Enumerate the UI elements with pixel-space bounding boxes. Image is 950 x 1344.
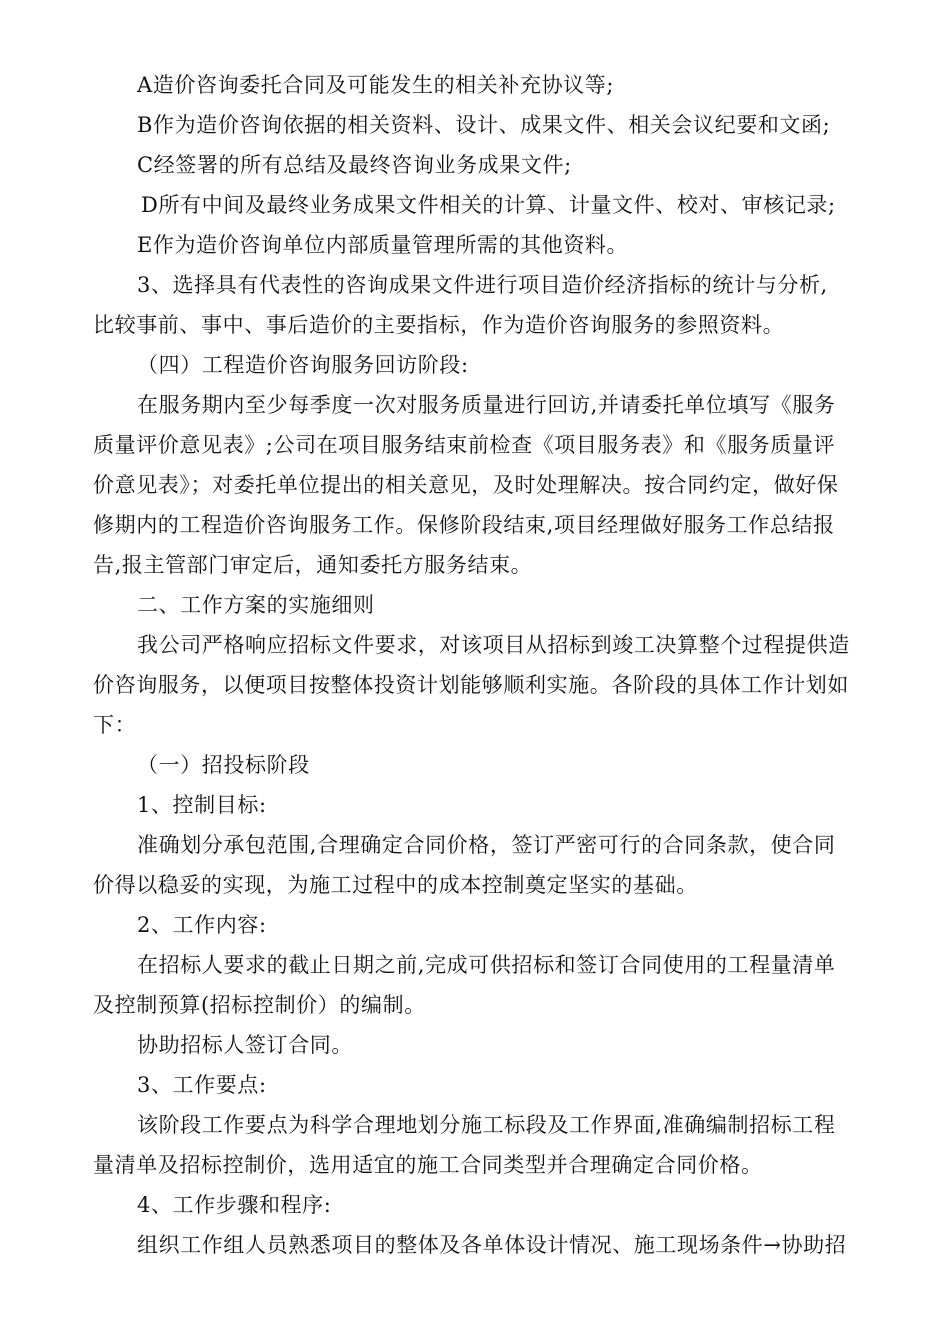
paragraph-line: 准确划分承包范围,合理确定合同价格，签订严密可行的合同条款，使合同 [137, 833, 836, 857]
section-heading: （一）招投标阶段 [137, 753, 310, 777]
subheading: 2、工作内容: [137, 913, 267, 937]
list-item-a: A造价咨询委托合同及可能发生的相关补充协议等; [137, 73, 615, 97]
list-item-d: D所有中间及最终业务成果文件相关的计算、计量文件、校对、审核记录; [141, 193, 836, 217]
list-item-e: E作为造价咨询单位内部质量管理所需的其他资料。 [137, 233, 629, 257]
paragraph-line: 我公司严格响应招标文件要求，对该项目从招标到竣工决算整个过程提供造 [137, 633, 850, 657]
section-heading: （四）工程造价咨询服务回访阶段: [137, 353, 469, 377]
paragraph-line: 价意见表》；对委托单位提出的相关意见，及时处理解决。按合同约定，做好保 [93, 473, 839, 497]
paragraph-line: 在招标人要求的截止日期之前,完成可供招标和签订合同使用的工程量清单 [137, 953, 836, 977]
paragraph-line: 组织工作组人员熟悉项目的整体及各单体设计情况、施工现场条件→协助招 [137, 1233, 847, 1257]
section-heading: 二、工作方案的实施细则 [137, 593, 375, 617]
paragraph-line: 量清单及招标控制价，选用适宜的施工合同类型并合理确定合同价格。 [93, 1153, 763, 1177]
document-body [93, 65, 883, 1265]
paragraph-line: 该阶段工作要点为科学合理地划分施工标段及工作界面,准确编制招标工程 [137, 1113, 836, 1137]
list-item-c: C经签署的所有总结及最终咨询业务成果文件; [137, 153, 572, 177]
paragraph-line: 修期内的工程造价咨询服务工作。保修阶段结束,项目经理做好服务工作总结报 [93, 513, 835, 537]
paragraph-line: 及控制预算(招标控制价）的编制。 [93, 993, 426, 1017]
paragraph-line: 3、选择具有代表性的咨询成果文件进行项目造价经济指标的统计与分析, [137, 273, 828, 297]
subheading: 4、工作步骤和程序: [137, 1193, 332, 1217]
list-item-b: B作为造价咨询依据的相关资料、设计、成果文件、相关会议纪要和文函; [137, 113, 831, 137]
paragraph-line: 质量评价意见表》;公司在项目服务结束前检查《项目服务表》和《服务质量评 [93, 433, 836, 457]
paragraph-line: 下： [93, 713, 137, 737]
subheading: 1、控制目标: [137, 793, 267, 817]
paragraph-line: 在服务期内至少每季度一次对服务质量进行回访,并请委托单位填写《服务 [137, 393, 836, 417]
subheading: 3、工作要点: [137, 1073, 267, 1097]
paragraph-line: 价咨询服务，以便项目按整体投资计划能够顺利实施。各阶段的具体工作计划如 [93, 673, 849, 697]
paragraph-line: 协助招标人签订合同。 [137, 1033, 353, 1057]
paragraph-line: 比较事前、事中、事后造价的主要指标，作为造价咨询服务的参照资料。 [93, 313, 785, 337]
paragraph-line: 价得以稳妥的实现，为施工过程中的成本控制奠定坚实的基础。 [93, 873, 698, 897]
paragraph-line: 告,报主管部门审定后，通知委托方服务结束。 [93, 553, 533, 577]
